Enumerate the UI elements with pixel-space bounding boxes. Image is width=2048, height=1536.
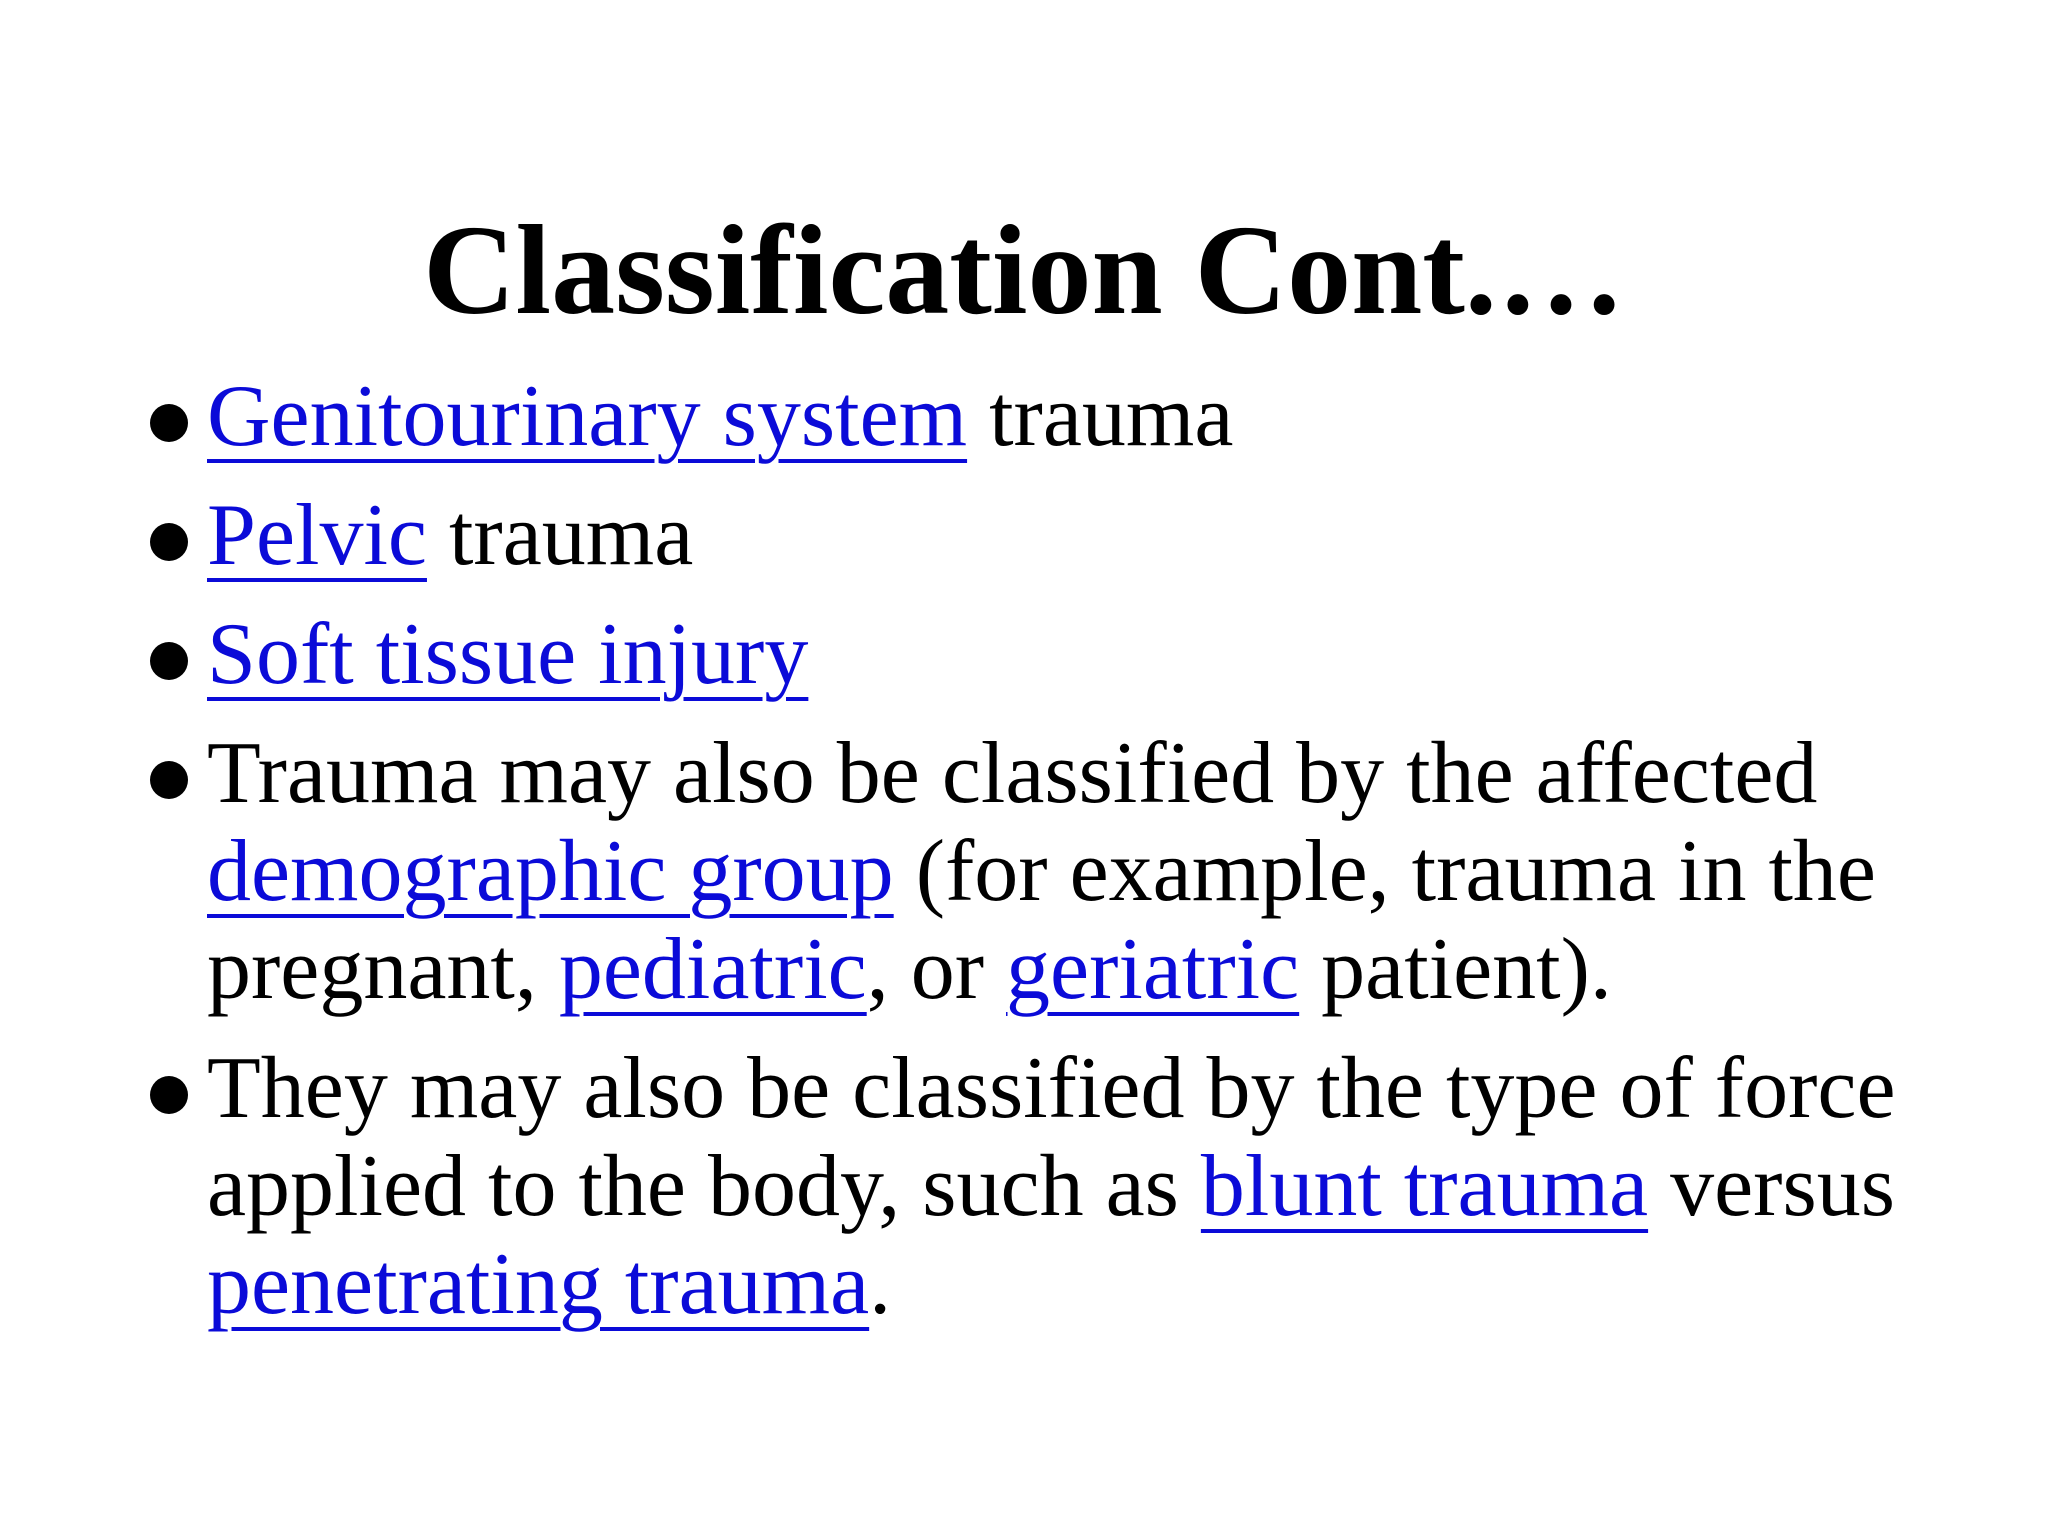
bullet-text: versus bbox=[1648, 1138, 1895, 1235]
link-demographic-group[interactable]: demographic group bbox=[207, 823, 894, 920]
bullet-item-soft-tissue bbox=[140, 606, 1960, 704]
link-soft-tissue-injury[interactable]: Soft tissue injury bbox=[207, 606, 809, 703]
bullet-text: trauma bbox=[967, 368, 1234, 465]
bullet-text: . bbox=[869, 1236, 892, 1333]
bullet-text: patient). bbox=[1299, 921, 1612, 1018]
bullet-text: , or bbox=[866, 921, 1007, 1018]
bullet-dot-icon bbox=[150, 523, 188, 561]
link-pelvic[interactable]: Pelvic bbox=[207, 487, 427, 584]
link-geriatric[interactable]: geriatric bbox=[1006, 921, 1300, 1018]
bullet-item-demographic bbox=[140, 725, 1960, 1019]
bullet-dot-icon bbox=[150, 642, 188, 680]
bullet-item-pelvic bbox=[140, 487, 1960, 585]
slide-title: Classification Cont.… bbox=[423, 199, 1625, 341]
bullet-dot-icon bbox=[150, 404, 188, 442]
bullet-text: They may also be classified by the type of force applied to the body, such as bbox=[207, 1040, 1896, 1235]
bullet-item-force-type bbox=[140, 1040, 1960, 1334]
bullet-text: trauma bbox=[426, 487, 694, 584]
link-pediatric[interactable]: pediatric bbox=[558, 921, 867, 1018]
bullet-text: Trauma may also be classified by the affected bbox=[207, 725, 1818, 822]
bullet-item-genitourinary bbox=[140, 368, 1960, 466]
link-blunt-trauma[interactable]: blunt trauma bbox=[1200, 1138, 1649, 1235]
link-penetrating-trauma[interactable]: penetrating trauma bbox=[207, 1236, 870, 1333]
bullet-dot-icon bbox=[150, 1076, 188, 1114]
link-genitourinary-system[interactable]: Genitourinary system bbox=[207, 368, 968, 465]
bullet-text: (for example, trauma in the pregnant, bbox=[207, 823, 1876, 1018]
bullet-list bbox=[140, 368, 1960, 1355]
bullet-dot-icon bbox=[150, 761, 188, 799]
